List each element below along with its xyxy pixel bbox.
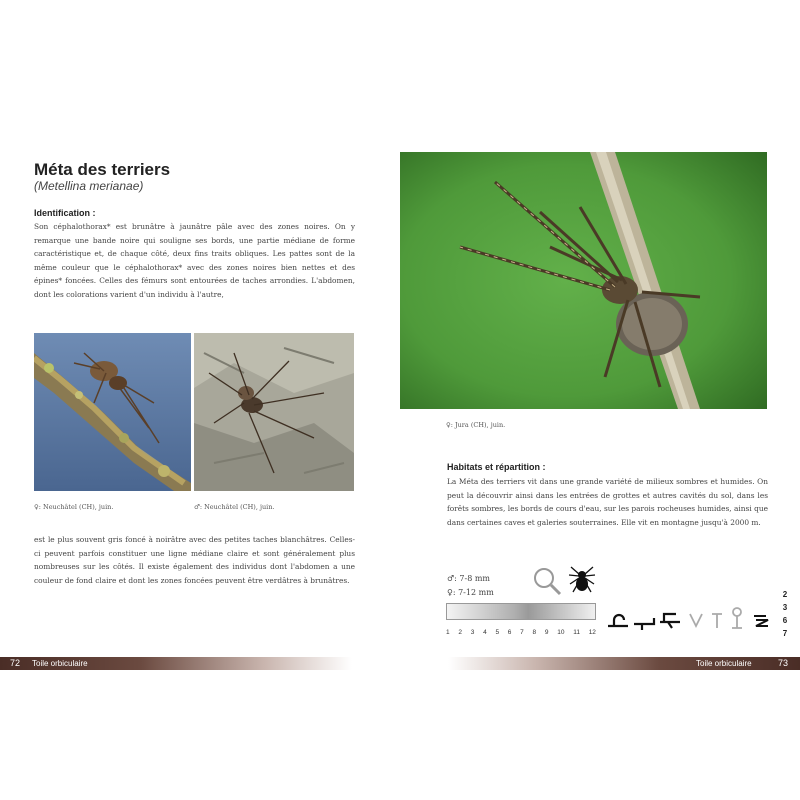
species-latin-name: (Metellina merianae) — [34, 179, 144, 193]
right-page — [400, 0, 800, 800]
identification-heading: Identification : — [34, 208, 96, 218]
footer-label: Toile orbiculaire — [696, 659, 752, 668]
scale-number: 6 — [507, 629, 512, 636]
scale-number: 2 — [458, 629, 462, 636]
female-size: ♀: 7-12 mm — [447, 588, 494, 597]
scale-number: 8 — [532, 629, 537, 636]
scale-number: 4 — [483, 629, 487, 636]
identification-text: Son céphalothorax* est brunâtre à jaunâtre pâle avec des zones noires. On y remarque une bande noire qui souligne ses bords, une partie médiane de forme caractéristique et, de chaque côté, deux fins traits obliques. Les pattes sont de la même couleur que le céphalothorax* avec des zones noires bien nettes et des épines* foncées. Celles des fémurs sont entourées de taches arrondies. L'abdomen, dont les colorations varient d'un individu à l'autre, — [34, 222, 355, 299]
scale-numbers — [446, 629, 596, 636]
side-number: 6 — [782, 616, 788, 625]
footer-bar-left — [0, 657, 352, 670]
scale-number: 7 — [520, 629, 524, 636]
page-number: 72 — [10, 658, 21, 668]
web-type-icons — [606, 604, 778, 638]
scale-number: 3 — [470, 629, 475, 636]
photo-female-branch — [34, 333, 191, 491]
photo-caption-male: ♂: Neuchâtel (CH), juin. — [194, 503, 275, 511]
side-number: 3 — [782, 603, 788, 612]
scale-number: 1 — [446, 629, 450, 636]
magnifier-icon — [532, 566, 562, 600]
side-number: 7 — [782, 629, 788, 638]
page-number: 73 — [778, 658, 789, 668]
male-size: ♂: 7-8 mm — [447, 574, 491, 583]
footer-label: Toile orbiculaire — [32, 659, 88, 668]
scale-number: 10 — [557, 629, 565, 636]
size-scale-bar — [446, 603, 596, 620]
scale-number: 12 — [588, 629, 596, 636]
photo-caption-jura: ♀: Jura (CH), juin. — [446, 421, 506, 429]
species-title: Méta des terriers — [34, 160, 171, 179]
photo-male-rock — [194, 333, 354, 491]
photo-female-stem — [400, 152, 767, 409]
scale-number: 9 — [544, 629, 549, 636]
scale-number: 5 — [495, 629, 500, 636]
abdomen-description-text: est le plus souvent gris foncé à noirâtre avec des petites taches blanchâtres. Celles-ci peuvent parfois constituer une ligne médiane claire et sont généralement plus nombreuses sur les côtés. Il existe également des individus dont l'abdomen a une couleur de fond claire et dont les zones foncées peuvent être verdâtres à brunâtres. — [34, 535, 355, 585]
side-number: 2 — [782, 590, 788, 599]
photo-caption-female: ♀: Neuchâtel (CH), juin. — [34, 503, 114, 511]
footer-bar-right — [448, 657, 800, 670]
scale-number: 11 — [573, 629, 580, 636]
habitat-heading: Habitats et répartition : — [447, 462, 546, 472]
side-numbers — [780, 588, 790, 640]
habitat-text: La Méta des terriers vit dans une grande variété de milieux sombres et humides. On peut la découvrir ainsi dans les entrées de grottes et autres cavités du sol, dans les forêts sombres, les bords de cours d'eau, sur les parois rocheuses humides, ainsi que dans certaines caves et galeries souterraines. Elle vit en montagne jusqu'à 2000 m. — [447, 477, 768, 527]
spider-icon — [568, 565, 596, 599]
